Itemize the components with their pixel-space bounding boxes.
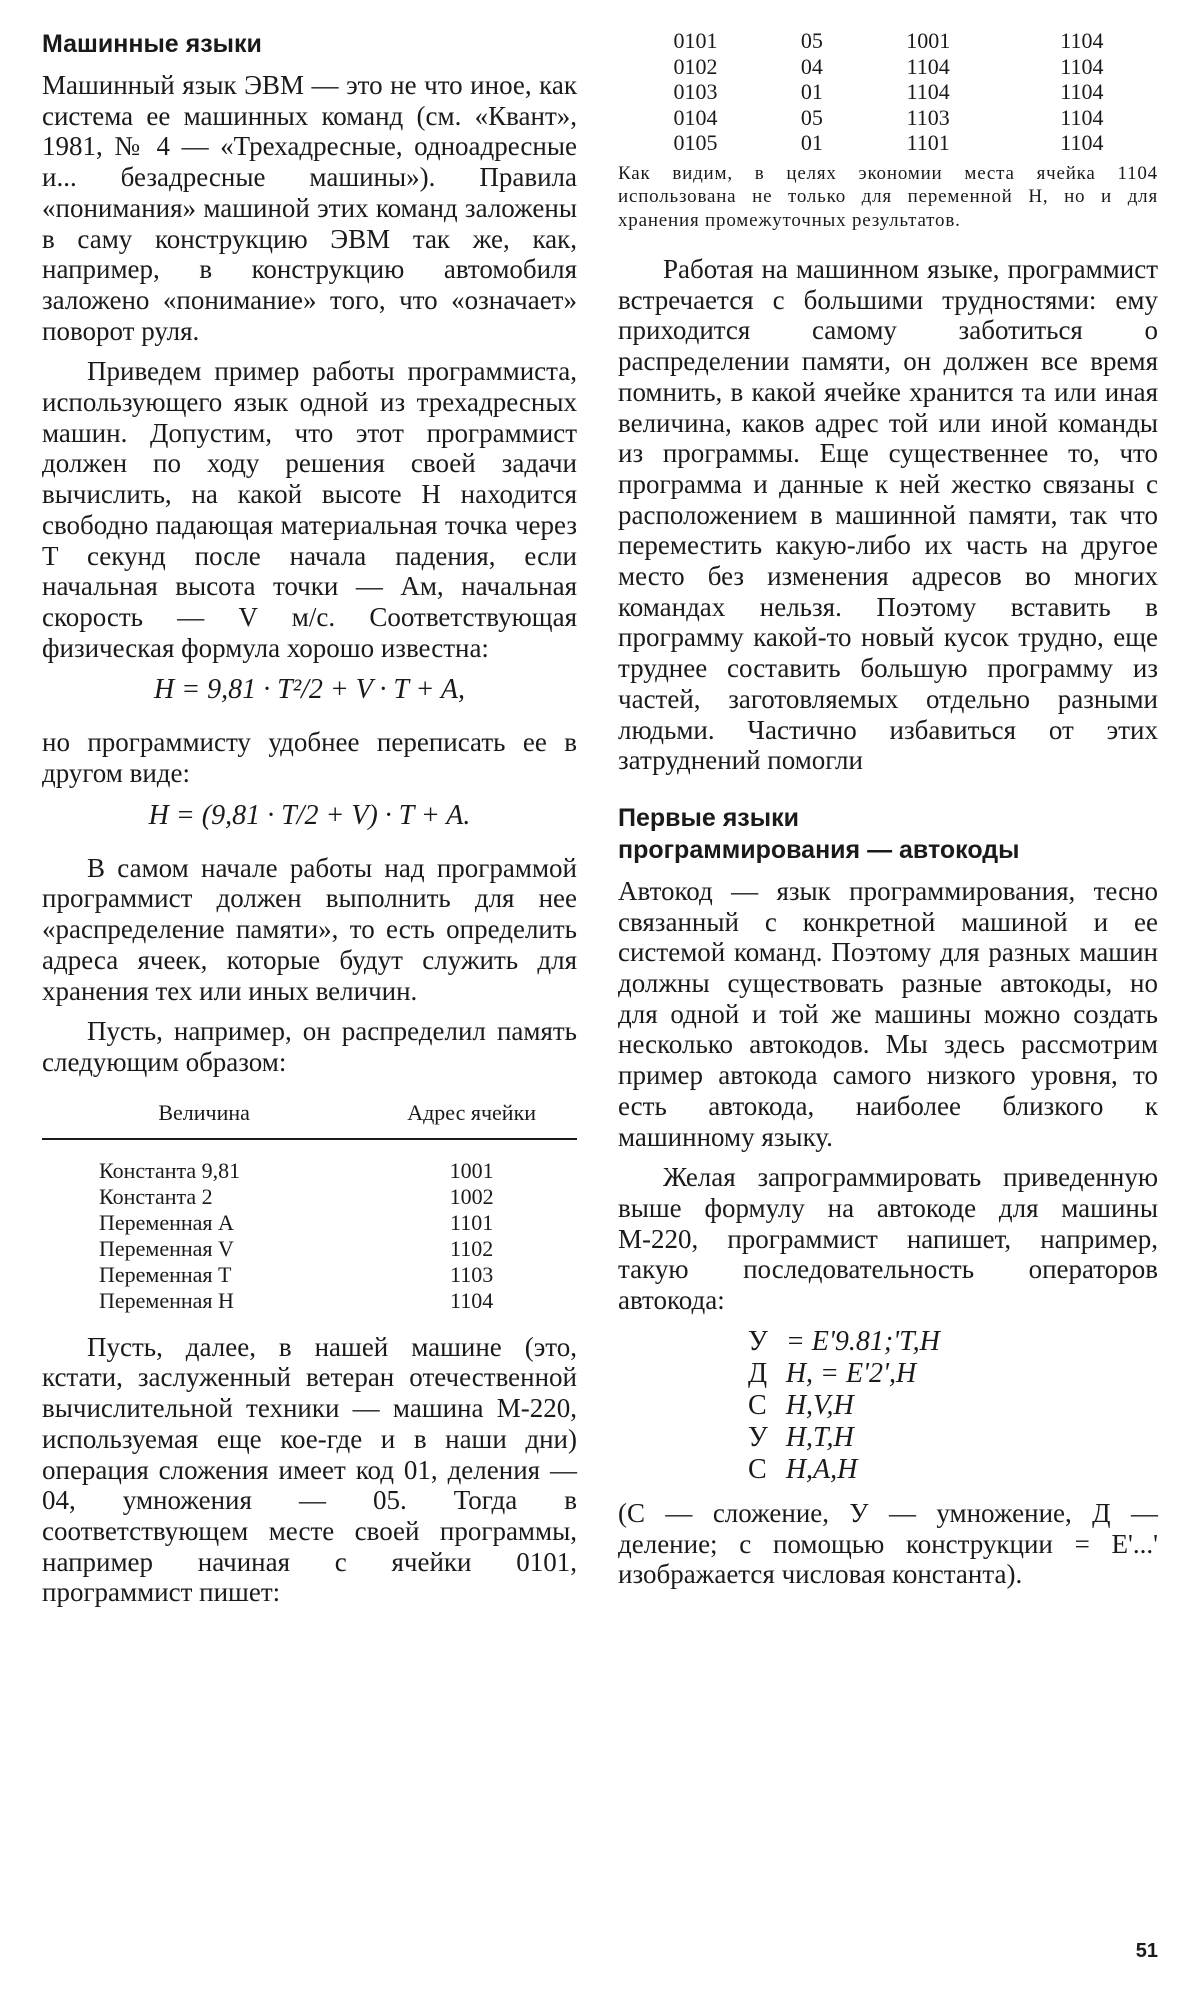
address-cell: 1002 bbox=[449, 1183, 494, 1209]
heading-line: Первые языки bbox=[618, 803, 799, 832]
code-cell: 01 bbox=[800, 130, 823, 155]
code-cell: 0105 bbox=[673, 130, 718, 155]
paragraph: Пусть, далее, в нашей машине (это, кстати, заслуженный ветеран отечественной вычислительной техники — машина М-220, используемая еще кое-где и в наши дни) операция сложения имеет код 01, деления — 04, умножения — 05. Тогда в соответствующем месте своей программы, например начиная с ячейки 0101, программист пишет: bbox=[42, 1331, 577, 1608]
heading-line: программирования — автокоды bbox=[618, 835, 1020, 864]
paragraph: Работая на машинном языке, программист встречается с большими трудностями: ему приходится самому заботиться о распределении памяти, он должен все время помнить, в какой ячейке хранится та или иная величина, каков адрес той или иной команды из программы. Еще существеннее то, что программа и данные к ней жестко связаны с расположением в машинной памяти, так что переместить какую-либо их часть на другое место без изменения адресов во многих командах нельзя. Поэтому вставить в программу какой-то новый кусок трудно, еще труднее составить большую программу из частей, заготовляемых отдельно разными людьми. Частично избавиться от этих затруднений помогли bbox=[618, 254, 1158, 776]
paragraph: (С — сложение, У — умножение, Д — деление; с помощью конструкции = E'...' изображается числовая константа). bbox=[618, 1497, 1158, 1590]
quantity-cell: Переменная H bbox=[99, 1287, 234, 1313]
section-heading-machine-languages: Машинные языки bbox=[42, 30, 262, 58]
paragraph: Приведем пример работы программиста, использующего язык одной из трехадресных машин. Допустим, что этот программист должен по ходу решения своей задачи вычислить, на какой высоте H находится свободно падающая материальная точка через T секунд после начала падения, если начальная высота точки — Aм, начальная скорость — V м/с. Соответствующая физическая формула хорошо известна: bbox=[42, 356, 577, 663]
code-cell: 1104 bbox=[906, 79, 950, 104]
table-row bbox=[618, 54, 1158, 80]
operator-args: H,T,H bbox=[785, 1421, 854, 1453]
code-cell: 04 bbox=[800, 53, 823, 79]
section-heading-autocodes bbox=[618, 802, 1158, 866]
paragraph: В самом начале работы над программой программист должен выполнить для нее «распределение памяти», то есть определить адреса ячеек, которые будут служить для хранения тех или иных величин. bbox=[42, 852, 577, 1006]
code-cell: 05 bbox=[800, 104, 823, 130]
table-row bbox=[618, 130, 1158, 156]
operator-code: С bbox=[748, 1389, 767, 1421]
machine-code-table bbox=[618, 28, 1158, 156]
operator-line bbox=[748, 1422, 958, 1454]
operator-line bbox=[748, 1326, 958, 1358]
operator-line bbox=[748, 1390, 958, 1422]
paragraph: Автокод — язык программирования, тесно связанный с конкретной машиной и ее системой команд. Поэтому для разных машин должны существовать разные автокоды, но для одной и той же машины можно создать несколько автокодов. Мы здесь рассмотрим пример автокода самого низкого уровня, то есть автокода, наиболее близкого к машинному языку. bbox=[618, 875, 1158, 1152]
code-cell: 1104 bbox=[1060, 79, 1104, 104]
address-cell: 1101 bbox=[450, 1209, 494, 1235]
operator-code: С bbox=[748, 1453, 767, 1485]
code-cell: 1101 bbox=[906, 130, 950, 155]
right-column bbox=[618, 28, 1158, 1600]
table-row bbox=[42, 1262, 577, 1288]
code-cell: 1104 bbox=[1060, 53, 1104, 79]
table-row bbox=[618, 105, 1158, 131]
autocode-operators bbox=[748, 1326, 958, 1486]
code-cell: 1104 bbox=[1060, 130, 1104, 155]
operator-line bbox=[748, 1454, 958, 1486]
table-note: Как видим, в целях экономии места ячейка 1104 использована не только для переменной H, но и для хранения промежуточных результатов. bbox=[618, 162, 1158, 231]
address-cell: 1104 bbox=[450, 1287, 494, 1313]
table-row bbox=[618, 28, 1158, 54]
quantity-cell: Переменная T bbox=[99, 1261, 232, 1287]
address-cell: 1001 bbox=[449, 1157, 494, 1183]
column-header: Величина bbox=[42, 1088, 366, 1139]
left-column bbox=[42, 28, 577, 1618]
code-cell: 0104 bbox=[673, 104, 718, 130]
column-header: Адрес ячейки bbox=[366, 1088, 577, 1139]
table-row bbox=[42, 1210, 577, 1236]
operator-args: H, = E'2',H bbox=[785, 1357, 917, 1389]
address-cell: 1102 bbox=[450, 1235, 494, 1261]
operator-args: H,V,H bbox=[785, 1389, 854, 1421]
paragraph: Желая запрограммировать приведенную выше формулу на автокоде для машины М-220, программист напишет, например, такую последовательность операторов автокода: bbox=[618, 1162, 1158, 1316]
code-cell: 01 bbox=[800, 79, 823, 104]
code-cell: 1001 bbox=[906, 28, 951, 53]
code-cell: 0103 bbox=[673, 79, 718, 104]
code-cell: 1103 bbox=[906, 104, 950, 130]
code-cell: 1104 bbox=[1060, 28, 1104, 53]
quantity-cell: Константа 9,81 bbox=[99, 1157, 241, 1183]
table-row bbox=[42, 1139, 577, 1184]
table-row bbox=[42, 1184, 577, 1210]
code-cell: 1104 bbox=[1060, 104, 1104, 130]
paragraph: но программисту удобнее переписать ее в другом виде: bbox=[42, 727, 577, 789]
operator-line bbox=[748, 1358, 958, 1390]
paragraph: Машинный язык ЭВМ — это не что иное, как система ее машинных команд (см. «Квант», 1981, № 4 — «Трехадресные, одноадресные и... безадресные машины»). Правила «понимания» машиной этих команд заложены в саму конструкцию ЭВМ так же, как, например, в конструкцию автомобиля заложено «понимание» того, что «означает» поворот руля. bbox=[42, 70, 577, 346]
quantity-cell: Переменная V bbox=[99, 1235, 234, 1261]
operator-args: H,A,H bbox=[785, 1453, 858, 1485]
code-cell: 0101 bbox=[673, 28, 718, 53]
address-cell: 1103 bbox=[450, 1261, 494, 1287]
memory-allocation-table bbox=[42, 1088, 577, 1314]
formula: H = 9,81 · T²/2 + V · T + A, bbox=[154, 674, 465, 706]
code-cell: 0102 bbox=[673, 53, 718, 79]
page-number: 51 bbox=[1135, 1940, 1158, 1962]
table-row bbox=[42, 1236, 577, 1262]
paragraph: Пусть, например, он распределил память следующим образом: bbox=[42, 1016, 577, 1077]
quantity-cell: Переменная A bbox=[99, 1209, 234, 1235]
code-cell: 05 bbox=[800, 28, 823, 53]
operator-code: Д bbox=[748, 1357, 768, 1389]
operator-code: У bbox=[748, 1421, 768, 1453]
formula: H = (9,81 · T/2 + V) · T + A. bbox=[148, 799, 471, 831]
code-cell: 1104 bbox=[906, 53, 950, 79]
quantity-cell: Константа 2 bbox=[99, 1183, 213, 1209]
table-row bbox=[42, 1288, 577, 1314]
operator-code: У bbox=[748, 1325, 768, 1357]
operator-args: = E'9.81;'T,H bbox=[785, 1325, 940, 1357]
table-row bbox=[618, 79, 1158, 105]
